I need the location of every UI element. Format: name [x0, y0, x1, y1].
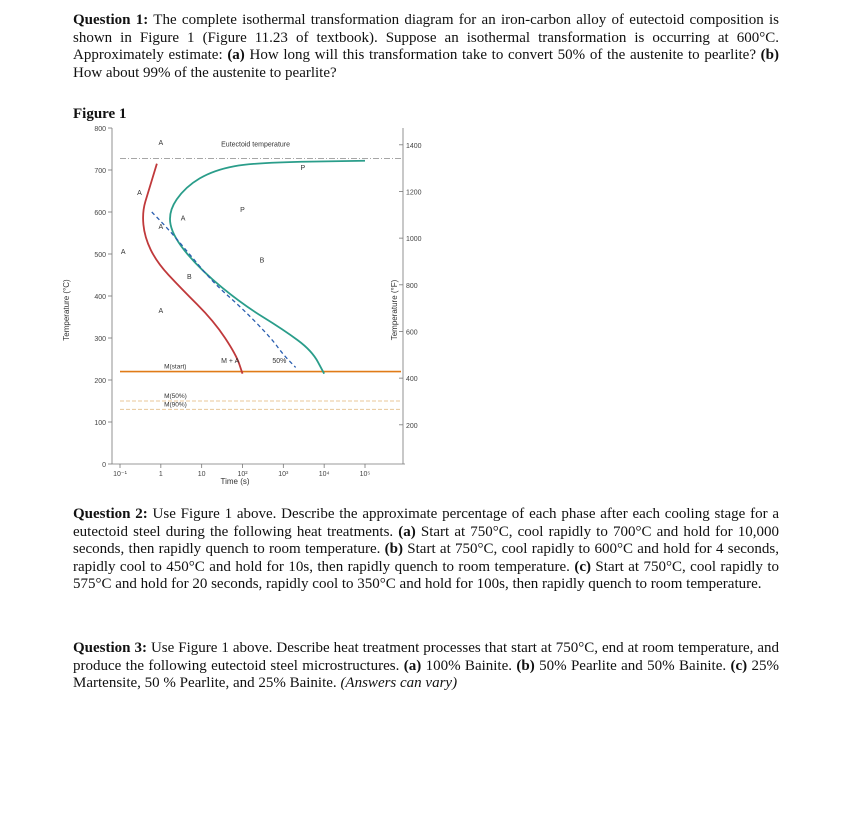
x-axis	[112, 464, 405, 478]
figure-title: Figure 1	[73, 106, 127, 122]
y-tick-label: 700	[94, 168, 106, 175]
y-tick-label: 100	[94, 420, 106, 427]
martensite-label: M(start)	[164, 363, 187, 371]
region-label: A	[158, 307, 164, 315]
y-tick-label: 400	[94, 294, 106, 301]
y2-axis-label: Temperature (°F)	[390, 279, 399, 341]
question-1-label: Question 1:	[73, 12, 149, 28]
x-tick-label: 10²	[237, 471, 248, 478]
question-3-text: Use Figure 1 above. Describe heat treatment processes that start at 750°C, end at room temperature, and produce the following eutectoid steel microstructures.	[73, 640, 779, 674]
x-tick-label: 10⁻¹	[113, 471, 127, 478]
y2-tick-label: 800	[406, 282, 418, 290]
y-axis-label: Temperature (°C)	[62, 279, 71, 341]
region-label: P	[240, 207, 245, 214]
plot-frame	[120, 128, 365, 464]
y-tick-label: 600	[94, 210, 106, 217]
region-label: A	[180, 215, 186, 223]
y-tick-label: 300	[94, 336, 106, 343]
y-tick-label: 0	[102, 462, 106, 469]
y2-tick-label: 600	[406, 329, 418, 337]
y2-tick-label: 200	[406, 422, 418, 430]
question-1	[73, 12, 779, 82]
question-2-text: Use Figure 1 above. Describe the approximate percentage of each phase after each cooling stage for a eutectoid steel during the following heat treatments.	[73, 506, 779, 540]
q3-b-text: 50% Pearlite and 50% Bainite.	[534, 657, 731, 674]
y2-tick-label: 1400	[406, 142, 422, 150]
q2-b-text: Start at 750°C, cool rapidly to 600°C and hold for 4 seconds, rapidly cool to 450°C and hold for 10s, then rapidly quench to room temperature.	[73, 541, 780, 575]
q2-a-text: Start at 750°C, cool rapidly to 700°C and hold for 10,000 seconds, then rapidly quench to room temperature.	[73, 523, 779, 558]
q2-b-label: (b)	[384, 541, 403, 558]
region-label: B	[259, 257, 265, 265]
y-tick-label: 500	[94, 252, 106, 259]
question-3	[73, 640, 779, 693]
q3-a-text: 100% Bainite.	[421, 657, 517, 674]
region-label: A	[137, 190, 142, 198]
martensite-label: M(50%)	[164, 393, 187, 400]
x-tick-label: 10⁵	[359, 471, 371, 478]
question-2-label: Question 2:	[73, 506, 148, 522]
martensite-label: M(90%)	[164, 401, 187, 409]
region-label: A	[158, 223, 164, 231]
question-1-text: The complete isothermal transformation diagram for an iron-carbon alloy of eutectoid composition is shown in Figure 1 (Figure 11.23 of textbook). Suppose an isothermal transformation is occurring at 600°C. Approximately estimate:	[73, 12, 779, 64]
q3-note: (Answers can vary)	[340, 675, 458, 692]
question-3-label: Question 3:	[73, 640, 147, 656]
x-tick-label: 10	[197, 471, 206, 478]
q3-c-text: 25% Martensite, 50 % Pearlite, and 25% Bainite.	[73, 657, 780, 692]
q3-c-label: (c)	[730, 657, 748, 674]
q3-a-label: (a)	[403, 657, 422, 674]
q2-c-label: (c)	[574, 558, 591, 575]
x-tick-label: 1	[158, 471, 163, 478]
tt-diagram-chart	[55, 120, 425, 492]
y-tick-label: 800	[94, 126, 106, 133]
q2-a-label: (a)	[398, 523, 416, 540]
region-label: A	[120, 249, 126, 256]
q1-a-label: (a)	[227, 47, 245, 64]
region-label: P	[300, 165, 306, 172]
y-tick-label: 200	[94, 378, 106, 385]
y2-tick-label: 1000	[406, 236, 422, 244]
y-axis-left	[94, 126, 112, 469]
question-2	[73, 506, 779, 594]
region-label: B	[187, 274, 192, 282]
y2-tick-label: 400	[406, 376, 418, 384]
x-tick-label: 10⁴	[318, 471, 330, 478]
y-axis-right	[399, 128, 422, 464]
q1-a-text: How long will this transformation take to convert 50% of the austenite to pearlite?	[244, 47, 761, 64]
x-tick-label: 10³	[278, 471, 289, 478]
q1-b-label: (b)	[760, 47, 779, 64]
q2-c-text: Start at 750°C, cool rapidly to 575°C and hold for 20 seconds, rapidly cool to 350°C and hold for 100s, then rapidly quench to room temperature.	[73, 558, 780, 593]
q3-b-label: (b)	[516, 657, 535, 674]
region-label: M + A	[221, 358, 240, 366]
q1-b-text: How about 99% of the austenite to pearlite?	[73, 64, 337, 81]
region-label: 50%	[272, 358, 287, 366]
y2-tick-label: 1200	[406, 189, 422, 197]
region-label: A	[158, 139, 164, 147]
x-axis-label: Time (s)	[220, 477, 250, 486]
eutectoid-label: Eutectoid temperature	[221, 141, 291, 149]
